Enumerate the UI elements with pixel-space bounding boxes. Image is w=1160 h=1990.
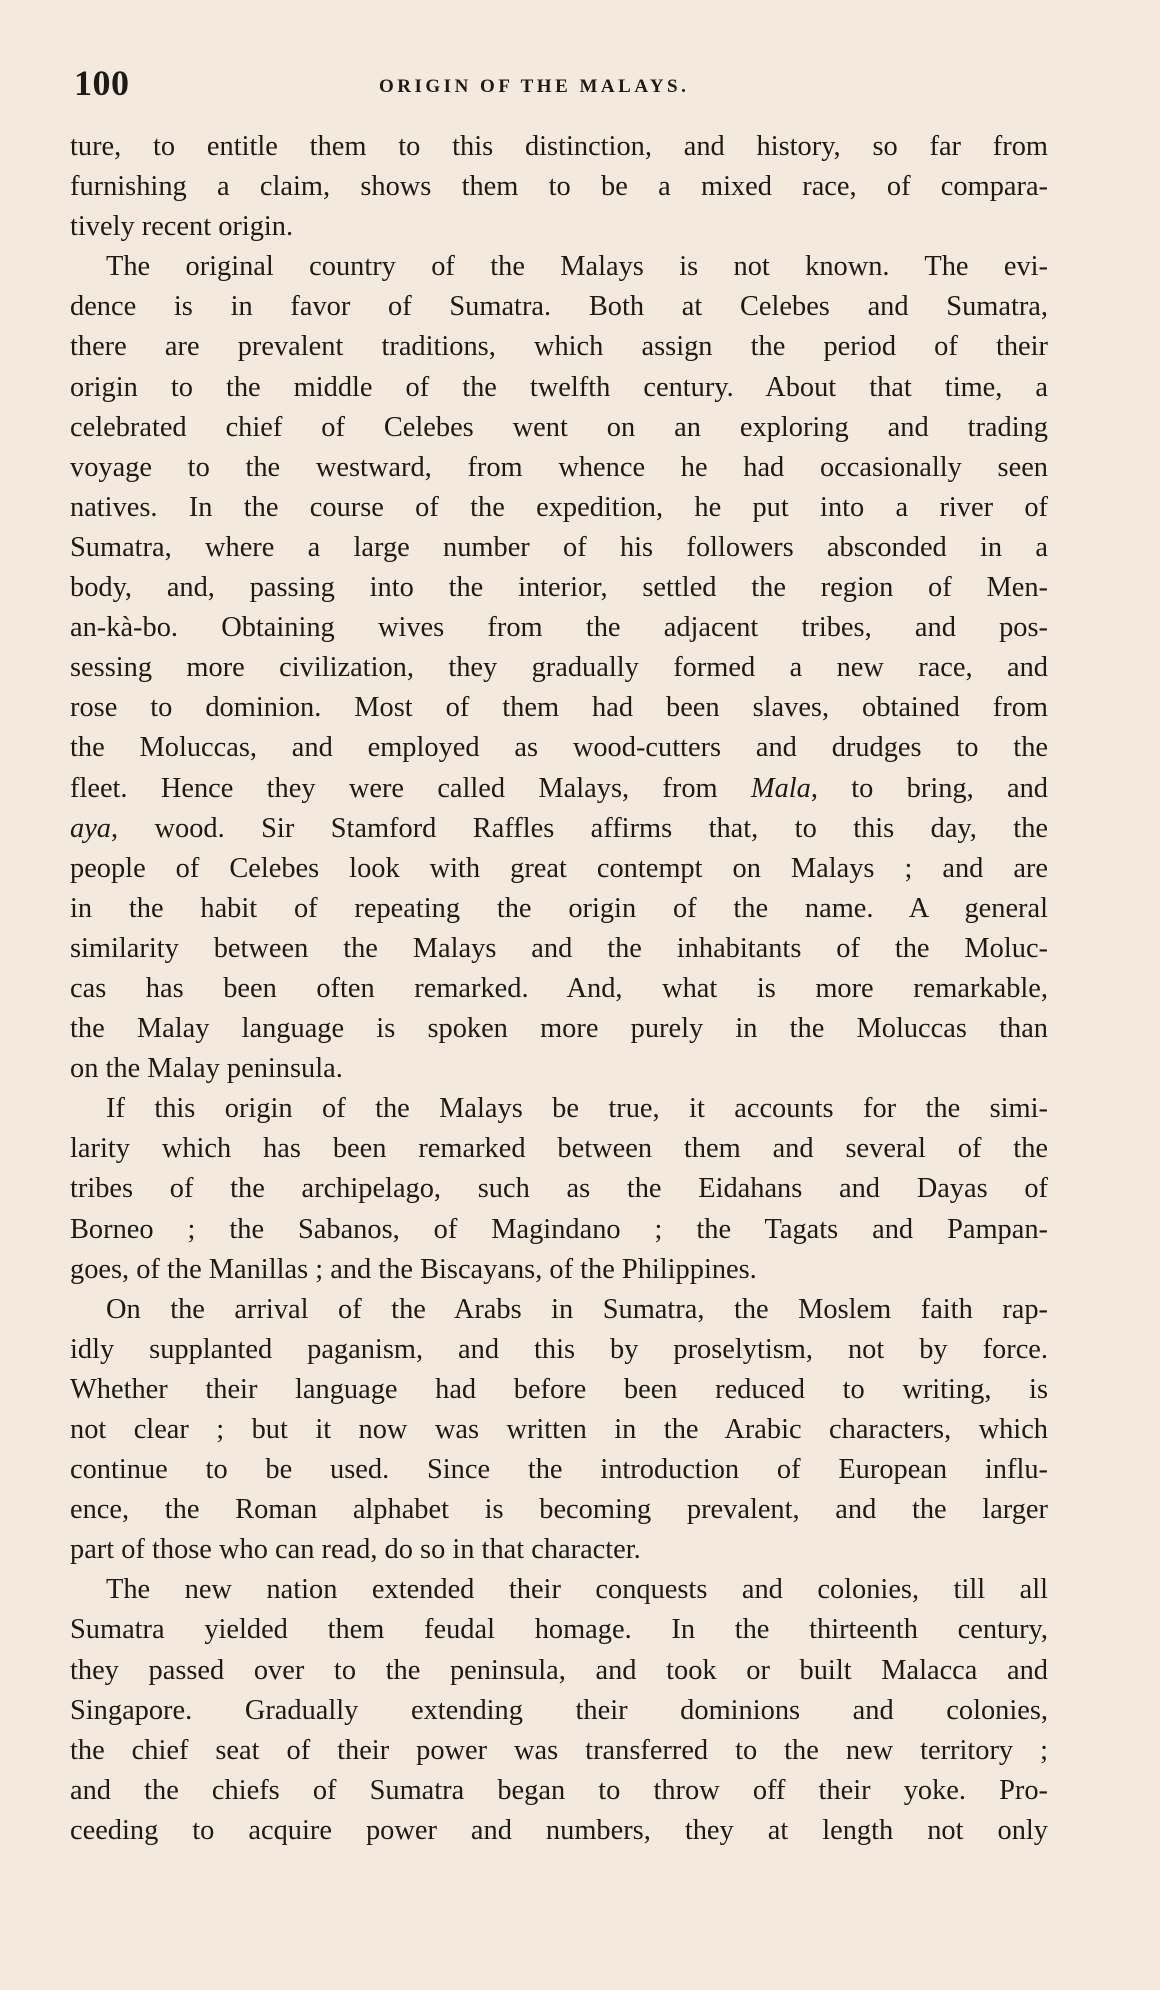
text-line: natives. In the course of the expedition, he put into a river of <box>70 491 1048 523</box>
text-line: body, and, passing into the interior, settled the region of Men- <box>70 572 1048 604</box>
text-line: Borneo ; the Sabanos, of Magindano ; the Tagats and Pampan- <box>70 1213 1048 1245</box>
text-line: celebrated chief of Celebes went on an exploring and trading <box>70 411 1048 443</box>
text-line: idly supplanted paganism, and this by proselytism, not by force. <box>70 1333 1048 1365</box>
text-line: voyage to the westward, from whence he had occasionally seen <box>70 451 1048 483</box>
text-line: cas has been often remarked. And, what is more remarkable, <box>70 972 1048 1004</box>
text-line: on the Malay peninsula. <box>70 1053 343 1085</box>
text-line: tribes of the archipelago, such as the Eidahans and Dayas of <box>70 1173 1048 1205</box>
text-line: the Moluccas, and employed as wood-cutters and drudges to the <box>70 732 1048 764</box>
text-line: furnishing a claim, shows them to be a mixed race, of compara- <box>70 171 1048 203</box>
text-line: origin to the middle of the twelfth century. About that time, a <box>70 371 1048 403</box>
text-line: they passed over to the peninsula, and took or built Malacca and <box>70 1654 1048 1686</box>
text-line: sessing more civilization, they gradually formed a new race, and <box>70 652 1048 684</box>
text-line: ceeding to acquire power and numbers, they at length not only <box>70 1814 1048 1846</box>
text-line: ture, to entitle them to this distinction, and history, so far from <box>70 131 1048 162</box>
text-line: rose to dominion. Most of them had been slaves, obtained from <box>70 692 1048 724</box>
text-line: fleet. Hence they were called Malays, from Mala, to bring, and <box>70 772 1049 804</box>
text-line: aya, wood. Sir Stamford Raffles affirms that, to this day, the <box>70 812 1048 844</box>
running-header <box>74 62 1054 106</box>
text-line: and the chiefs of Sumatra began to throw off their yoke. Pro- <box>70 1774 1048 1806</box>
text-line: Sumatra yielded them feudal homage. In the thirteenth century, <box>70 1614 1048 1646</box>
text-line: dence is in favor of Sumatra. Both at Celebes and Sumatra, <box>70 291 1048 323</box>
text-line: The original country of the Malays is not known. The evi- <box>106 251 1048 283</box>
text-line: in the habit of repeating the origin of the name. A general <box>70 892 1048 924</box>
text-line: an-kà-bo. Obtaining wives from the adjacent tribes, and pos- <box>70 612 1048 644</box>
text-line: larity which has been remarked between them and several of the <box>70 1133 1048 1165</box>
text-line: ence, the Roman alphabet is becoming prevalent, and the larger <box>70 1494 1048 1526</box>
text-line: If this origin of the Malays be true, it accounts for the simi- <box>106 1093 1048 1125</box>
text-line: the chief seat of their power was transferred to the new territory ; <box>70 1734 1048 1766</box>
page-number: 100 <box>74 63 130 103</box>
running-title: ORIGIN OF THE MALAYS. <box>379 76 690 97</box>
text-line: Singapore. Gradually extending their dominions and colonies, <box>70 1694 1048 1726</box>
text-line: tively recent origin. <box>70 211 294 243</box>
text-line: continue to be used. Since the introduction of European influ- <box>70 1454 1048 1486</box>
text-line: Whether their language had before been reduced to writing, is <box>70 1373 1048 1405</box>
text-line: part of those who can read, do so in that character. <box>70 1534 641 1566</box>
text-line: On the arrival of the Arabs in Sumatra, the Moslem faith rap- <box>106 1293 1048 1325</box>
text-line: The new nation extended their conquests and colonies, till all <box>106 1574 1048 1606</box>
text-line: the Malay language is spoken more purely in the Moluccas than <box>70 1013 1048 1045</box>
text-line: Sumatra, where a large number of his followers absconded in a <box>70 531 1048 563</box>
text-line: goes, of the Manillas ; and the Biscayans, of the Philippines. <box>70 1253 757 1285</box>
text-line: similarity between the Malays and the inhabitants of the Moluc- <box>70 932 1048 964</box>
text-line: not clear ; but it now was written in the Arabic characters, which <box>70 1414 1048 1445</box>
text-line: there are prevalent traditions, which assign the period of their <box>70 331 1048 363</box>
body-text <box>70 127 1048 1851</box>
text-line: people of Celebes look with great contempt on Malays ; and are <box>70 852 1048 884</box>
